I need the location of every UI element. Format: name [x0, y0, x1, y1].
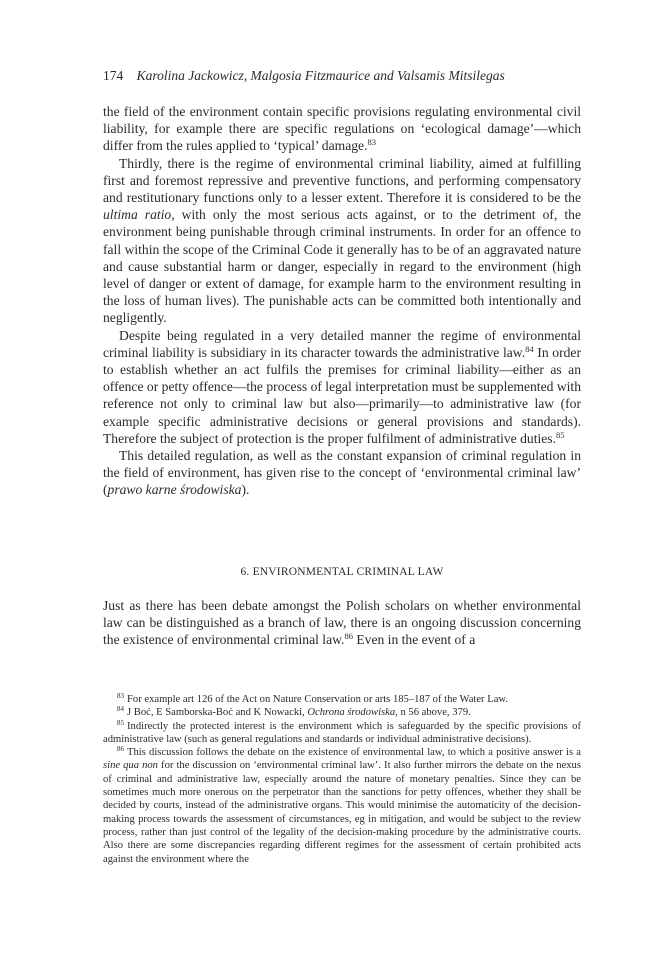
running-head-authors: Karolina Jackowicz, Malgosia Fitzmaurice and Valsamis Mitsilegas: [136, 68, 505, 83]
paragraph: [103, 155, 581, 327]
paragraph: [103, 327, 581, 447]
text-run: Indirectly the protected interest is the environment which is safeguarded by the specific provisions of administrative law (such as general regulations and standards or individual administrative decisions).: [103, 720, 581, 745]
text-run: Thirdly, there is the regime of environmental criminal liability, aimed at fulfilling first and foremost repressive and preventive functions, and performing compensatory and restitutionary functions only to a lesser extent. Therefore it is considered to be the: [103, 155, 581, 206]
body-text: [103, 103, 581, 499]
text-run: Even in the event of a: [352, 632, 476, 648]
text-run: for the discussion on ‘environmental criminal law’. It also further mirrors the debate on the nexus of criminal and administrative law, especially around the nature of monetary penalties. Since they can be sometimes much more onerous on the perpetrator than the sanctions for petty offences, whether they shall be decided by courts, instead of the administrative organs. This would minimise the automaticity of the decision-making process towards the assessment of circumstances, eg in mitigation, and would be subject to the review process, rather than just control of the legality of the decision-making procedure by the administrative courts. Also there are some discrepancies regarding different regimes for the assessment of certain prohibited acts against the environment where the: [103, 760, 581, 865]
footnote-number: 86: [117, 745, 124, 754]
text-run: Despite being regulated in a very detailed manner the regime of environmental criminal liability is subsidiary in its character towards the administrative law.: [103, 327, 581, 360]
text-run: J Boć, E Samborska-Boć and K Nowacki,: [127, 707, 308, 719]
running-head: [103, 68, 581, 84]
footnote: [103, 706, 581, 719]
text-run: For example art 126 of the Act on Nature Conservation or arts 185–187 of the Water Law.: [127, 694, 509, 705]
footnote-ref: 86: [344, 631, 353, 642]
paragraph: [103, 447, 581, 499]
footnote-number: 84: [117, 705, 124, 714]
text-run: the field of the environment contain specific provisions regulating environmental civil liability, for example there are specific regulations on ‘ecological damage’—which differ from the rules applied to ‘typical’ damage.: [103, 104, 581, 154]
text-run: Just as there has been debate amongst the Polish scholars on whether environmental law can be distinguished as a branch of law, there is an ongoing discussion concerning the existence of environmental criminal law.: [103, 598, 581, 648]
italic-text: Ochrona środowiska: [307, 707, 396, 719]
text-run: In order to establish whether an act fulfils the premises for criminal liability—either as an offence or petty offence—the process of legal interpretation must be supplemented with reference not only to criminal law but also—primarily—to administrative law (for example specific administrative decisions or general provisions and standards). Therefore the subject of protection is the proper fulfilment of administrative duties.: [103, 344, 581, 446]
post-section-text: [103, 597, 581, 649]
italic-text: prawo karne środowiska: [107, 482, 242, 498]
paragraph: [103, 103, 581, 155]
footnote: [103, 720, 581, 747]
text-run: , with only the most serious acts against, or to the detriment of, the environment being punishable through criminal instruments. In order for an offence to fall within the scope of the Criminal Code it generally has to be of an aggravated nature and cause substantial harm or danger, especially in regard to the environment (high level of danger or extent of damage, for example harm to the environment resulting in the loss of human lives). The punishable acts can be committed both intentionally and negligently.: [103, 207, 581, 326]
section-heading: 6. ENVIRONMENTAL CRIMINAL LAW: [240, 566, 444, 578]
footnote: [103, 746, 581, 866]
footnote: [103, 693, 581, 706]
footnote-ref: 85: [555, 429, 565, 440]
text-run: This detailed regulation, as well as the constant expansion of criminal regulation in the field of environment, has given rise to the concept of ‘environmental criminal law’ (: [103, 448, 581, 498]
text-run: , n 56 above, 379.: [395, 707, 471, 719]
italic-text: ultima ratio: [103, 207, 172, 223]
text-run: This discussion follows the debate on the existence of environmental law, to which a positive answer is a: [127, 747, 581, 759]
text-run: ).: [241, 482, 250, 498]
footnote-number: 85: [117, 718, 124, 727]
footnote-ref: 84: [525, 343, 534, 354]
footnote-number: 83: [117, 692, 124, 700]
footnotes: [103, 693, 581, 866]
paragraph: [103, 597, 581, 649]
page-number: 174: [103, 68, 124, 83]
italic-text: sine qua non: [103, 760, 158, 772]
footnote-ref: 83: [367, 137, 376, 148]
